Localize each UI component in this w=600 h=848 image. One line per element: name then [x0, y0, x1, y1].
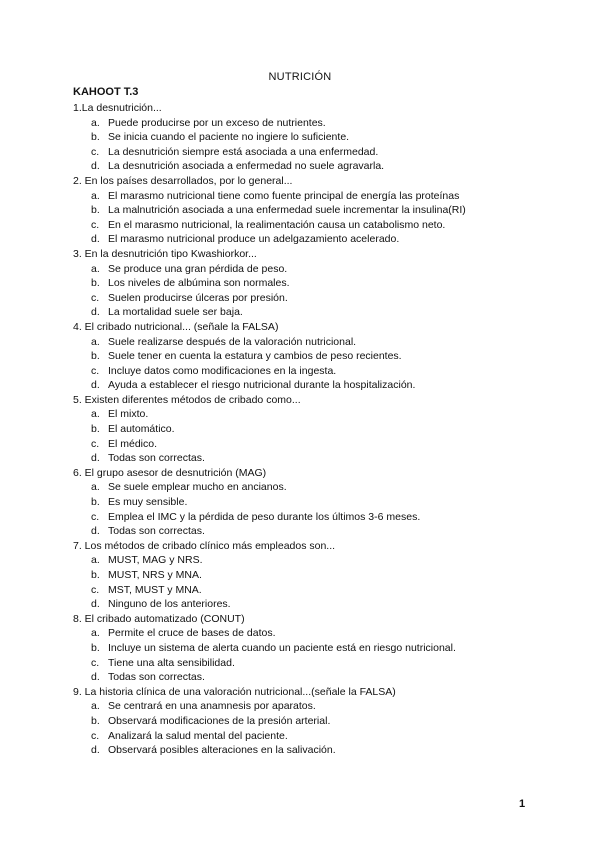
- option-letter: a.: [91, 408, 100, 421]
- option-text: Se inicia cuando el paciente no ingiere lo suficiente.: [108, 131, 350, 144]
- answer-option: [73, 130, 543, 145]
- option-list: [73, 480, 543, 538]
- option-text: Incluye datos como modificaciones en la ingesta.: [108, 364, 337, 377]
- option-text: La malnutrición asociada a una enfermedad suele incrementar la insulina(RI): [108, 204, 466, 217]
- option-text: Se centrará en una anamnesis por aparatos.: [108, 700, 316, 713]
- option-text: Se suele emplear mucho en ancianos.: [108, 481, 287, 494]
- option-list: [73, 189, 543, 247]
- option-letter: b.: [91, 714, 100, 727]
- answer-option: [73, 495, 543, 510]
- answer-option: [73, 656, 543, 671]
- answer-option: [73, 407, 543, 422]
- option-letter: c.: [91, 729, 100, 742]
- option-text: Es muy sensible.: [108, 496, 188, 509]
- question-block: [73, 612, 543, 685]
- option-letter: b.: [91, 350, 100, 363]
- option-letter: c.: [91, 364, 100, 377]
- question-text: 7. Los métodos de cribado clínico más empleados son...: [73, 539, 336, 552]
- option-list: [73, 407, 543, 465]
- option-text: Se produce una gran pérdida de peso.: [108, 262, 288, 275]
- option-letter: c.: [91, 291, 100, 304]
- answer-option: [73, 583, 543, 598]
- option-text: Suele tener en cuenta la estatura y cambios de peso recientes.: [108, 350, 402, 363]
- question-block: [73, 466, 543, 539]
- option-text: Analizará la salud mental del paciente.: [108, 729, 288, 742]
- option-letter: b.: [91, 204, 100, 217]
- option-letter: a.: [91, 700, 100, 713]
- question-text: 5. Existen diferentes métodos de cribado como...: [73, 393, 301, 406]
- option-text: El médico.: [108, 437, 158, 450]
- option-letter: a.: [91, 554, 100, 567]
- answer-option: [73, 364, 543, 379]
- option-text: Ayuda a establecer el riesgo nutricional durante la hospitalización.: [108, 379, 416, 392]
- option-text: MST, MUST y MNA.: [108, 583, 202, 596]
- option-letter: c.: [91, 218, 100, 231]
- option-text: Suelen producirse úlceras por presión.: [108, 291, 288, 304]
- option-text: La desnutrición siempre está asociada a una enfermedad.: [108, 145, 379, 158]
- option-letter: d.: [91, 744, 100, 757]
- option-text: La desnutrición asociada a enfermedad no suele agravarla.: [108, 160, 385, 173]
- option-text: El marasmo nutricional tiene como fuente principal de energía las proteínas: [108, 189, 460, 202]
- option-letter: d.: [91, 306, 100, 319]
- answer-option: [73, 276, 543, 291]
- answer-option: [73, 451, 543, 466]
- answer-option: [73, 291, 543, 306]
- answer-option: [73, 641, 543, 656]
- option-letter: b.: [91, 277, 100, 290]
- option-letter: a.: [91, 189, 100, 202]
- option-list: [73, 116, 543, 174]
- answer-option: [73, 335, 543, 350]
- answer-option: [73, 116, 543, 131]
- option-letter: d.: [91, 598, 100, 611]
- option-letter: a.: [91, 335, 100, 348]
- option-letter: a.: [91, 627, 100, 640]
- option-text: Permite el cruce de bases de datos.: [108, 627, 276, 640]
- question-block: [73, 247, 543, 320]
- question-text: 4. El cribado nutricional... (señale la FALSA): [73, 320, 279, 333]
- question-text: 3. En la desnutrición tipo Kwashiorkor...: [73, 247, 257, 260]
- answer-option: [73, 189, 543, 204]
- question-block: [73, 539, 543, 612]
- option-letter: c.: [91, 583, 100, 596]
- option-letter: b.: [91, 569, 100, 581]
- answer-option: [73, 232, 543, 247]
- answer-option: [73, 262, 543, 277]
- answer-option: [73, 349, 543, 364]
- question-text: 9. La historia clínica de una valoración nutricional...(señale la FALSA): [73, 685, 396, 698]
- answer-option: [73, 626, 543, 641]
- question-text: 1.La desnutrición...: [73, 102, 162, 114]
- option-letter: d.: [91, 160, 100, 173]
- option-letter: d.: [91, 233, 100, 246]
- answer-option: [73, 510, 543, 525]
- option-letter: d.: [91, 671, 100, 684]
- option-list: [73, 553, 543, 611]
- option-list: [73, 335, 543, 393]
- answer-option: [73, 145, 543, 160]
- option-letter: a.: [91, 481, 100, 494]
- option-text: El mixto.: [108, 408, 149, 421]
- option-text: Todas son correctas.: [108, 452, 205, 465]
- option-text: Todas son correctas.: [108, 525, 205, 538]
- page-number: 1: [519, 798, 526, 810]
- option-text: Incluye un sistema de alerta cuando un paciente está en riesgo nutricional.: [108, 641, 456, 654]
- option-text: MUST, MAG y NRS.: [108, 554, 203, 567]
- answer-option: [73, 305, 543, 320]
- option-letter: b.: [91, 423, 100, 436]
- answer-option: [73, 422, 543, 437]
- option-letter: c.: [91, 510, 100, 523]
- option-letter: c.: [91, 656, 100, 669]
- question-block: [73, 101, 543, 174]
- option-text: Suele realizarse después de la valoración nutricional.: [108, 335, 357, 348]
- option-letter: c.: [91, 145, 100, 158]
- option-text: MUST, NRS y MNA.: [108, 569, 202, 581]
- option-text: El automático.: [108, 423, 175, 436]
- option-letter: d.: [91, 525, 100, 538]
- option-text: Puede producirse por un exceso de nutrientes.: [108, 116, 326, 129]
- question-text: 8. El cribado automatizado (CONUT): [73, 612, 245, 625]
- option-letter: a.: [91, 116, 100, 129]
- option-text: Ninguno de los anteriores.: [108, 598, 231, 611]
- option-text: La mortalidad suele ser baja.: [108, 306, 243, 319]
- answer-option: [73, 218, 543, 233]
- option-text: Los niveles de albúmina son normales.: [108, 277, 290, 290]
- answer-option: [73, 568, 543, 583]
- answer-option: [73, 524, 543, 539]
- answer-option: [73, 729, 543, 744]
- question-text: 2. En los países desarrollados, por lo general...: [73, 174, 293, 187]
- question-block: [73, 174, 543, 247]
- answer-option: [73, 203, 543, 218]
- question-block: [73, 685, 543, 758]
- option-letter: b.: [91, 496, 100, 509]
- option-letter: d.: [91, 452, 100, 465]
- answer-option: [73, 597, 543, 612]
- question-text: 6. El grupo asesor de desnutrición (MAG): [73, 466, 267, 479]
- option-letter: b.: [91, 641, 100, 654]
- answer-option: [73, 553, 543, 568]
- question-list: [73, 101, 543, 758]
- option-letter: d.: [91, 379, 100, 392]
- option-text: En el marasmo nutricional, la realimentación causa un catabolismo neto.: [108, 218, 446, 231]
- answer-option: [73, 714, 543, 729]
- question-block: [73, 320, 543, 393]
- section-heading: KAHOOT T.3: [73, 86, 139, 98]
- answer-option: [73, 480, 543, 495]
- option-text: Todas son correctas.: [108, 671, 205, 684]
- option-text: Observará modificaciones de la presión arterial.: [108, 714, 331, 727]
- question-block: [73, 393, 543, 466]
- option-text: Tiene una alta sensibilidad.: [108, 656, 235, 669]
- option-list: [73, 699, 543, 757]
- answer-option: [73, 743, 543, 758]
- option-letter: a.: [91, 262, 100, 275]
- answer-option: [73, 159, 543, 174]
- answer-option: [73, 699, 543, 714]
- option-text: Observará posibles alteraciones en la salivación.: [108, 744, 336, 757]
- answer-option: [73, 670, 543, 685]
- page-title: NUTRICIÓN: [268, 71, 332, 83]
- answer-option: [73, 437, 543, 452]
- option-letter: b.: [91, 131, 100, 144]
- option-list: [73, 262, 543, 320]
- option-text: Emplea el IMC y la pérdida de peso durante los últimos 3-6 meses.: [108, 510, 421, 523]
- option-text: El marasmo nutricional produce un adelgazamiento acelerado.: [108, 233, 400, 246]
- option-list: [73, 626, 543, 684]
- answer-option: [73, 378, 543, 393]
- option-letter: c.: [91, 437, 100, 450]
